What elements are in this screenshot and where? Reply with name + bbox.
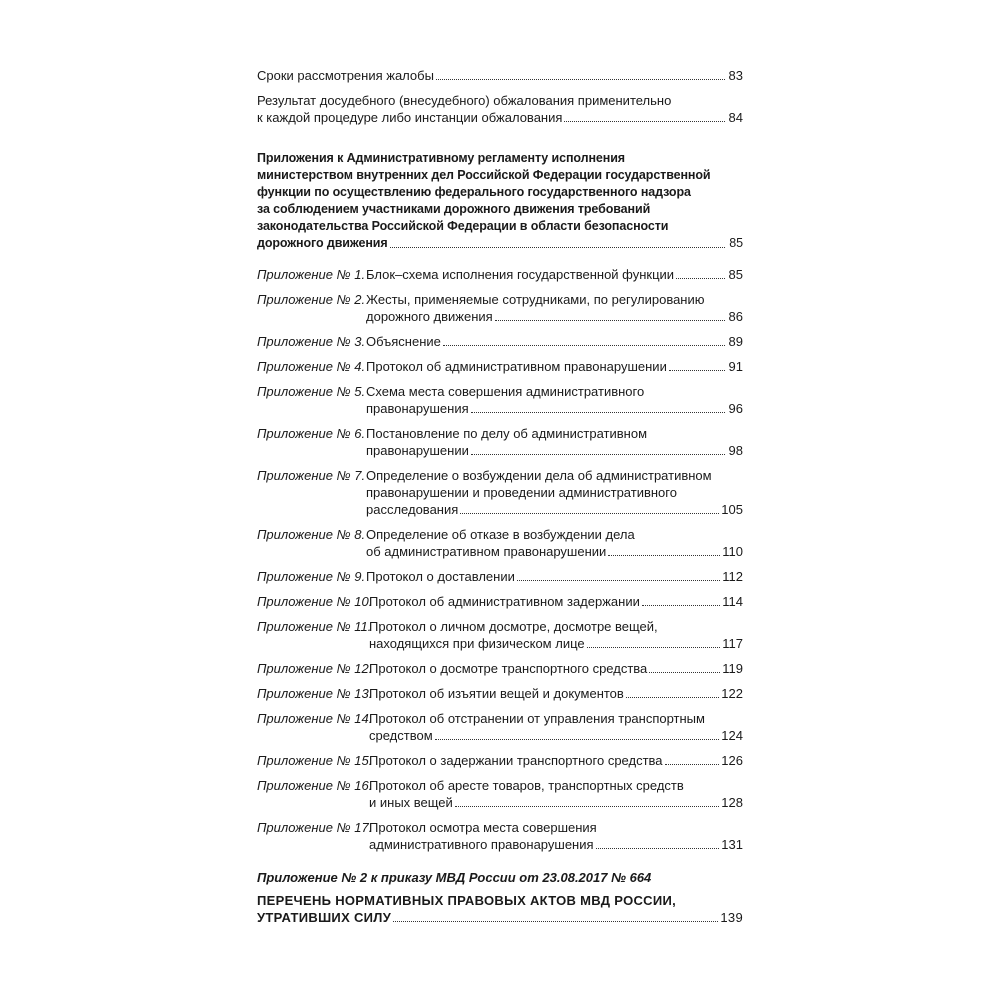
appendix-title: средством	[369, 728, 433, 743]
order-heading: Приложение № 2 к приказу МВД России от 23.08.2017 № 664	[257, 870, 652, 885]
appendix-label: Приложение № 13.	[257, 686, 373, 701]
page-number: 128	[721, 795, 743, 810]
appendix-title: Протокол об административном задержании	[369, 594, 640, 609]
appendix-title-line: Жесты, применяемые сотрудниками, по регулированию	[366, 292, 705, 307]
section-heading-line: дорожного движения	[257, 236, 388, 250]
appendix-title: находящихся при физическом лице	[369, 636, 585, 651]
appendix-title: правонарушении	[366, 443, 469, 458]
appendix-label: Приложение № 7.	[257, 468, 366, 483]
appendix-title: дорожного движения	[366, 309, 493, 324]
appendix-title: Протокол о досмотре транспортного средства	[369, 661, 648, 676]
page-number: 86	[728, 309, 743, 324]
page-number: 112	[722, 569, 743, 584]
toc-entry-title: УТРАТИВШИХ СИЛУ	[257, 910, 392, 925]
appendix-label: Приложение № 4.	[257, 359, 366, 374]
appendix-label: Приложение № 1.	[257, 267, 366, 282]
dot-leader	[495, 319, 725, 321]
appendix-entry[interactable]	[257, 660, 743, 677]
page-number: 117	[722, 636, 743, 651]
toc-entry[interactable]	[257, 92, 743, 126]
section-heading-line: Приложения к Административному регламенту исполнения	[257, 151, 625, 165]
toc-entry-title: к каждой процедуре либо инстанции обжалования	[257, 110, 563, 125]
appendix-label: Приложение № 3.	[257, 334, 366, 349]
section-heading[interactable]	[257, 150, 743, 252]
page-number: 85	[728, 267, 743, 282]
appendix-title: Протокол об административном правонарушении	[366, 359, 667, 374]
appendix-entry[interactable]	[257, 333, 743, 350]
dot-leader	[390, 246, 725, 248]
appendix-title-line: Схема места совершения административного	[366, 384, 645, 399]
appendix-entry[interactable]	[257, 819, 743, 853]
appendix-title-line: Определение об отказе в возбуждении дела	[366, 527, 635, 542]
section-heading-line: за соблюдением участниками дорожного движения требований	[257, 202, 651, 216]
page-number: 114	[722, 594, 743, 609]
page-number: 83	[728, 68, 743, 83]
appendix-entry[interactable]	[257, 266, 743, 283]
dot-leader	[460, 512, 719, 514]
dot-leader	[471, 453, 725, 455]
appendix-entry[interactable]	[257, 685, 743, 702]
appendix-title-line: Протокол о личном досмотре, досмотре вещей,	[369, 619, 658, 634]
dot-leader	[587, 646, 721, 648]
appendix-entry[interactable]	[257, 752, 743, 769]
appendix-label: Приложение № 15.	[257, 753, 373, 768]
appendix-title-line: Протокол об аресте товаров, транспортных средств	[369, 778, 684, 793]
page-number: 91	[728, 359, 743, 374]
page-number: 98	[728, 443, 743, 458]
appendix-list	[257, 266, 743, 853]
appendix-title: Протокол об изъятии вещей и документов	[369, 686, 624, 701]
appendix-label: Приложение № 5.	[257, 384, 366, 399]
appendix-title: об административном правонарушении	[366, 544, 607, 559]
appendix-title: административного правонарушения	[369, 837, 594, 852]
appendix-title: и иных вещей	[369, 795, 453, 810]
dot-leader	[436, 78, 725, 80]
dot-leader	[517, 579, 720, 581]
appendix-title: Протокол о задержании транспортного средства	[369, 753, 663, 768]
page-number: 126	[721, 753, 743, 768]
appendix-title: Объяснение	[366, 334, 441, 349]
toc-entry-final[interactable]	[257, 892, 743, 926]
appendix-label: Приложение № 17.	[257, 820, 373, 835]
appendix-entry[interactable]	[257, 291, 743, 325]
dot-leader	[669, 369, 725, 371]
dot-leader	[642, 604, 720, 606]
dot-leader	[393, 920, 718, 922]
dot-leader	[608, 554, 720, 556]
page-number: 139	[720, 910, 743, 925]
appendix-entry[interactable]	[257, 358, 743, 375]
appendix-title-line: Протокол осмотра места совершения	[369, 820, 597, 835]
appendix-title: Протокол о доставлении	[366, 569, 515, 584]
section-heading-line: законодательства Российской Федерации в области безопасности	[257, 219, 669, 233]
appendix-entry[interactable]	[257, 467, 743, 518]
appendix-title-line: Протокол об отстранении от управления транспортным	[369, 711, 705, 726]
toc-entry-title: Сроки рассмотрения жалобы	[257, 68, 434, 83]
appendix-title-line: Определение о возбуждении дела об административном	[366, 468, 712, 483]
appendix-entry[interactable]	[257, 383, 743, 417]
section-heading-line: министерством внутренних дел Российской Федерации государственной	[257, 168, 711, 182]
dot-leader	[435, 738, 720, 740]
dot-leader	[443, 344, 725, 346]
appendix-entry[interactable]	[257, 618, 743, 652]
page-number: 124	[721, 728, 743, 743]
appendix-title: Блок–схема исполнения государственной функции	[366, 267, 675, 282]
appendix-label: Приложение № 10.	[257, 594, 373, 609]
page-number: 96	[728, 401, 743, 416]
appendix-label: Приложение № 11.	[257, 619, 372, 634]
appendix-entry[interactable]	[257, 526, 743, 560]
appendix-title-line: правонарушении и проведении административного	[366, 485, 677, 500]
appendix-entry[interactable]	[257, 777, 743, 811]
toc-entry-line: ПЕРЕЧЕНЬ НОРМАТИВНЫХ ПРАВОВЫХ АКТОВ МВД РОССИИ,	[257, 893, 677, 908]
appendix-label: Приложение № 12.	[257, 661, 373, 676]
dot-leader	[564, 120, 725, 122]
dot-leader	[626, 696, 719, 698]
appendix-entry[interactable]	[257, 710, 743, 744]
dot-leader	[455, 805, 719, 807]
page-number: 84	[728, 110, 743, 125]
appendix-label: Приложение № 16.	[257, 778, 373, 793]
appendix-label: Приложение № 9.	[257, 569, 366, 584]
appendix-label: Приложение № 2.	[257, 292, 366, 307]
dot-leader	[596, 847, 720, 849]
page-number: 105	[721, 502, 743, 517]
appendix-title: правонарушения	[366, 401, 469, 416]
dot-leader	[665, 763, 720, 765]
page-number: 119	[722, 661, 743, 676]
section-heading-line: функции по осуществлению федерального государственного надзора	[257, 185, 691, 199]
dot-leader	[676, 277, 725, 279]
appendix-entry[interactable]	[257, 593, 743, 610]
dot-leader	[649, 671, 720, 673]
page-number: 110	[722, 544, 743, 559]
appendix-entry[interactable]	[257, 425, 743, 459]
appendix-label: Приложение № 6.	[257, 426, 366, 441]
appendix-label: Приложение № 14.	[257, 711, 373, 726]
page-number: 85	[729, 236, 743, 250]
page-number: 122	[721, 686, 743, 701]
page-number: 89	[728, 334, 743, 349]
toc-entry[interactable]	[257, 67, 743, 84]
dot-leader	[471, 411, 725, 413]
toc-entry-line: Результат досудебного (внесудебного) обжалования применительно	[257, 93, 672, 108]
appendix-label: Приложение № 8.	[257, 527, 366, 542]
appendix-title: расследования	[366, 502, 459, 517]
appendix-title-line: Постановление по делу об административном	[366, 426, 648, 441]
table-of-contents	[257, 67, 743, 934]
appendix-entry[interactable]	[257, 568, 743, 585]
page-number: 131	[721, 837, 743, 852]
